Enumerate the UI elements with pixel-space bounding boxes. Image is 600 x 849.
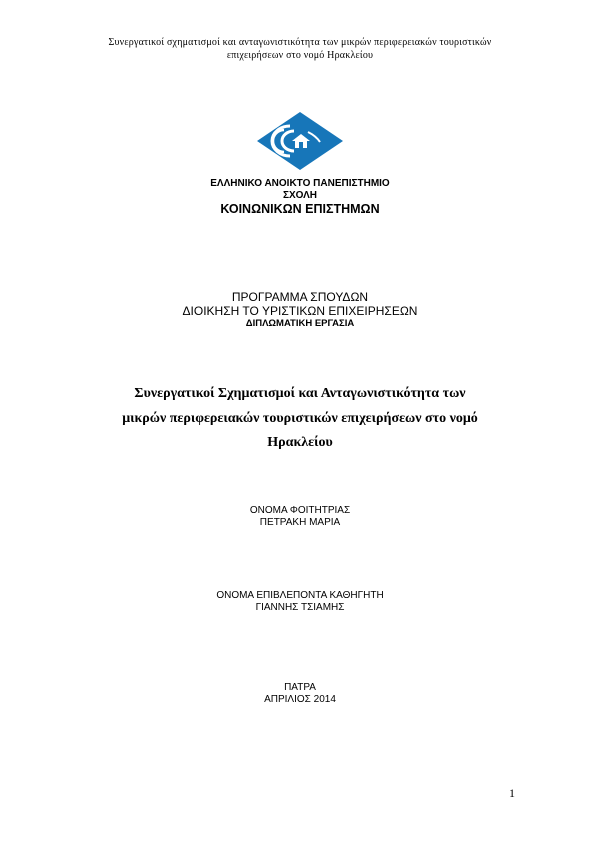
supervisor-block [0, 590, 600, 614]
thesis-title-line-3: Ηρακλείου [267, 435, 333, 450]
supervisor-name: ΓΙΑΝΝΗΣ ΤΣΙΑΜΗΣ [255, 602, 345, 613]
thesis-type: ΔΙΠΛΩΜΑΤΙΚΗ ΕΡΓΑΣΙΑ [245, 318, 355, 329]
supervisor-label: ΟΝΟΜΑ ΕΠΙΒΛΕΠΟΝΤΑ ΚΑΘΗΓΗΤΗ [216, 590, 384, 601]
school-name: ΚΟΙΝΩΝΙΚΩΝ ΕΠΙΣΤΗΜΩΝ [220, 202, 380, 216]
running-header [60, 36, 540, 62]
student-name: ΠΕΤΡΑΚΗ ΜΑΡΙΑ [259, 517, 341, 528]
page-number: 1 [509, 786, 515, 800]
student-label: ΟΝΟΜΑ ΦΟΙΤΗΤΡΙΑΣ [249, 505, 351, 516]
school-label: ΣΧΟΛΗ [282, 190, 318, 201]
university-name: ΕΛΛΗΝΙΚΟ ΑΝΟΙΚΤΟ ΠΑΝΕΠΙΣΤΗΜΙΟ [210, 178, 390, 189]
running-header-line-2: επιχειρήσεων στο νομό Ηρακλείου [226, 50, 374, 61]
thesis-title [70, 382, 530, 456]
institution-block [0, 178, 600, 217]
thesis-title-line-1: Συνεργατικοί Σχηματισμοί και Ανταγωνιστικότητα των [134, 386, 466, 401]
program-name: ΔΙΟΙΚΗΣΗ ΤΟ ΥΡΙΣΤΙΚΩΝ ΕΠΙΧΕΙΡΗΣΕΩΝ [182, 304, 418, 318]
date: ΑΠΡΙΛΙΟΣ 2014 [264, 694, 336, 705]
university-logo-icon [254, 110, 346, 172]
student-block [0, 505, 600, 529]
running-header-line-1: Συνεργατικοί σχηματισμοί και ανταγωνιστικότητα των μικρών περιφερειακών τουριστικών [108, 37, 492, 48]
place-date-block [0, 682, 600, 706]
program-block [0, 290, 600, 330]
city: ΠΑΤΡΑ [284, 682, 316, 693]
program-label: ΠΡΟΓΡΑΜΜΑ ΣΠΟΥΔΩΝ [231, 290, 369, 304]
thesis-title-line-2: μικρών περιφερειακών τουριστικών επιχειρήσεων στο νομό [122, 410, 478, 426]
university-logo [254, 110, 346, 172]
